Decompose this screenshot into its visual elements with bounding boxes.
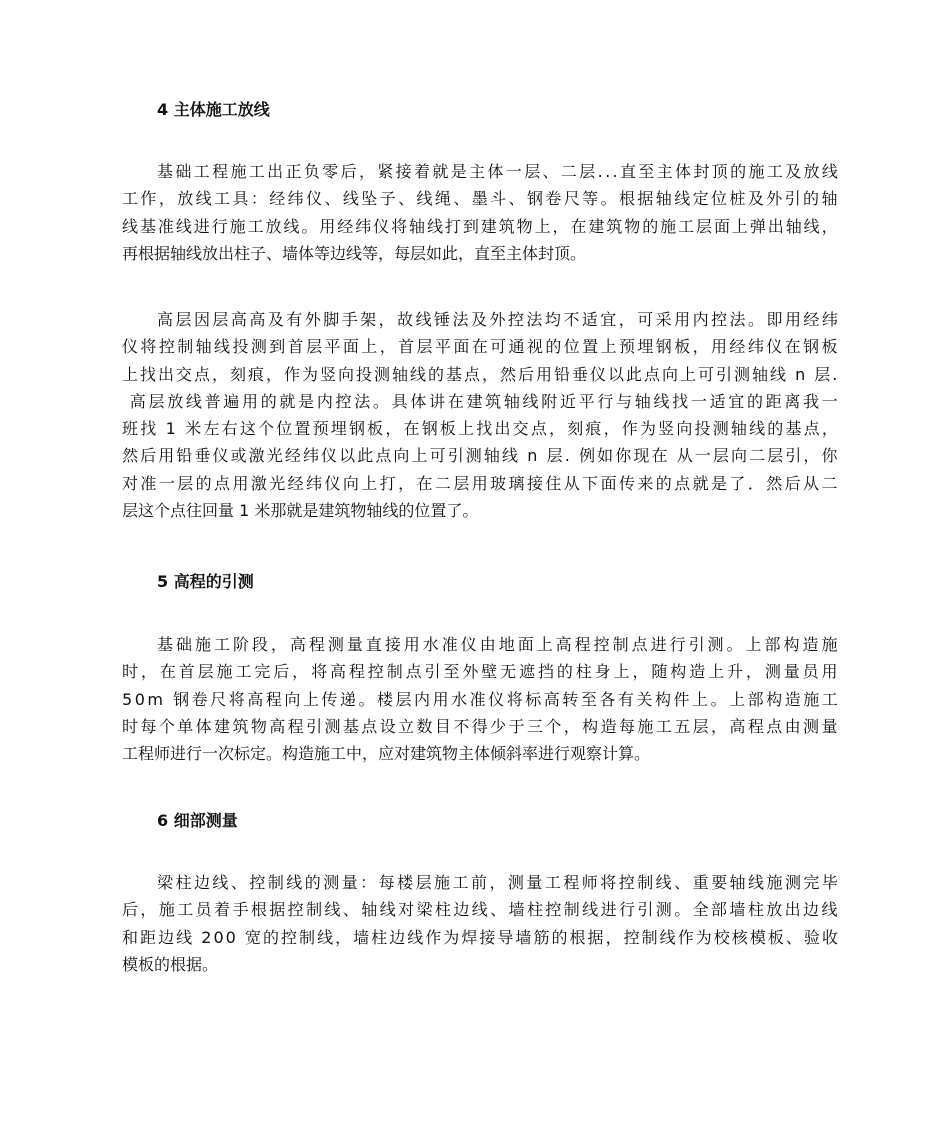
text-line: 高 层 因 层 高 高 及 有 外 脚 手 架 ， 故 线 锤 法 及 外 控 法 均 不 适 宜 ， 可 采 用 内 控 法 。 即 用 经 纬 — [157, 310, 838, 329]
text-line: 线 基 准 线 进 行 施 工 放 线 。 用 经 纬 仪 将 轴 线 打 到 建 筑 物 上 ， 在 建 筑 物 的 施 工 层 面 上 弹 出 轴 线 ， — [122, 216, 838, 236]
section-heading-5: 5 高程的引测 — [157, 572, 254, 591]
paragraph — [122, 869, 838, 978]
text-line: 基 础 施 工 阶 段 ， 高 程 测 量 直 接 用 水 准 仪 由 地 面 上 高 程 控 制 点 进 行 引 测 。 上 部 构 造 施 — [157, 635, 838, 654]
paragraph — [122, 631, 838, 767]
text-line: 后 ， 施 工 员 着 手 根 据 控 制 线 、 轴 线 对 梁 柱 边 线 、 墙 柱 控 制 线 进 行 引 测 。 全 部 墙 柱 放 出 边 线 — [122, 900, 838, 920]
section-heading-6: 6 细部测量 — [157, 811, 238, 830]
text-line: 层这个点往回量 1 米那就是建筑物轴线的位置了。 — [122, 501, 479, 521]
text-line: 再根据轴线放出柱子、墙体等边线等，每层如此，直至主体封顶。 — [122, 243, 587, 263]
text-line: 工 作 ， 放 线 工 具 ： 经 纬 仪 、 线 坠 子 、 线 绳 、 墨 斗 、 钢 卷 尺 等 。 根 据 轴 线 定 位 桩 及 外 引 的 轴 — [122, 189, 838, 209]
section-heading-4: 4 主体施工放线 — [157, 100, 270, 119]
paragraph — [122, 158, 838, 267]
text-line: 仪 将 控 制 轴 线 投 测 到 首 层 平 面 上 ， 首 层 平 面 在 可 通 视 的 位 置 上 预 埋 钢 板 ， 用 经 纬 仪 在 钢 板 — [122, 337, 838, 357]
text-line: 对 准 一 层 的 点 用 激 光 经 纬 仪 向 上 打 ， 在 二 层 用 玻 璃 接 住 从 下 面 传 来 的 点 就 是 了 ． 然 后 从 二 — [122, 473, 838, 493]
text-line: 5 0 m 钢 卷 尺 将 高 程 向 上 传 递 。 楼 层 内 用 水 准 仪 将 标 高 转 至 各 有 关 构 件 上 。 上 部 构 造 施 工 — [122, 689, 838, 709]
text-line: 和 距 边 线 2 0 0 宽 的 控 制 线 ， 墙 柱 边 线 作 为 焊 接 导 墙 筋 的 根 据 ， 控 制 线 作 为 校 核 模 板 、 验 收 — [122, 927, 838, 947]
text-line: 上 找 出 交 点 ， 刻 痕 ， 作 为 竖 向 投 测 轴 线 的 基 点 ， 然 后 用 铅 垂 仪 以 此 点 向 上 可 引 测 轴 线 n 层 . — [122, 364, 838, 384]
text-line: 高 层 放 线 普 遍 用 的 就 是 内 控 法 。 具 体 讲 在 建 筑 轴 线 附 近 平 行 与 轴 线 找 一 适 宜 的 距 离 我 一 — [129, 391, 838, 411]
text-line: 时 每 个 单 体 建 筑 物 高 程 引 测 基 点 设 立 数 目 不 得 少 于 三 个 ， 构 造 每 施 工 五 层 ， 高 程 点 由 测 量 — [122, 716, 838, 736]
text-line: 然 后 用 铅 垂 仪 或 激 光 经 纬 仪 以 此 点 向 上 可 引 测 轴 线 n 层 . 例 如 你 现 在 从 一 层 向 二 层 引 ， 你 — [122, 446, 838, 466]
text-line: 班 找 1 米 左 右 这 个 位 置 预 埋 钢 板 ， 在 钢 板 上 找 出 交 点 ， 刻 痕 ， 作 为 竖 向 投 测 轴 线 的 基 点 ， — [122, 419, 838, 439]
text-line: 梁 柱 边 线 、 控 制 线 的 测 量 ： 每 楼 层 施 工 前 ， 测 量 工 程 师 将 控 制 线 、 重 要 轴 线 施 测 完 毕 — [157, 873, 838, 892]
text-line: 模板的根据。 — [122, 954, 219, 974]
paragraph — [122, 306, 838, 524]
text-line: 时 ， 在 首 层 施 工 完 后 ， 将 高 程 控 制 点 引 至 外 壁 无 遮 挡 的 柱 身 上 ， 随 构 造 上 升 ， 测 量 员 用 — [122, 662, 838, 682]
text-line: 工程师进行一次标定。构造施工中，应对建筑物主体倾斜率进行观察计算。 — [122, 744, 651, 764]
text-line: 基 础 工 程 施 工 出 正 负 零 后 ， 紧 接 着 就 是 主 体 一 层 、 二 层 . . . 直 至 主 体 封 顶 的 施 工 及 放 线 — [157, 162, 838, 181]
